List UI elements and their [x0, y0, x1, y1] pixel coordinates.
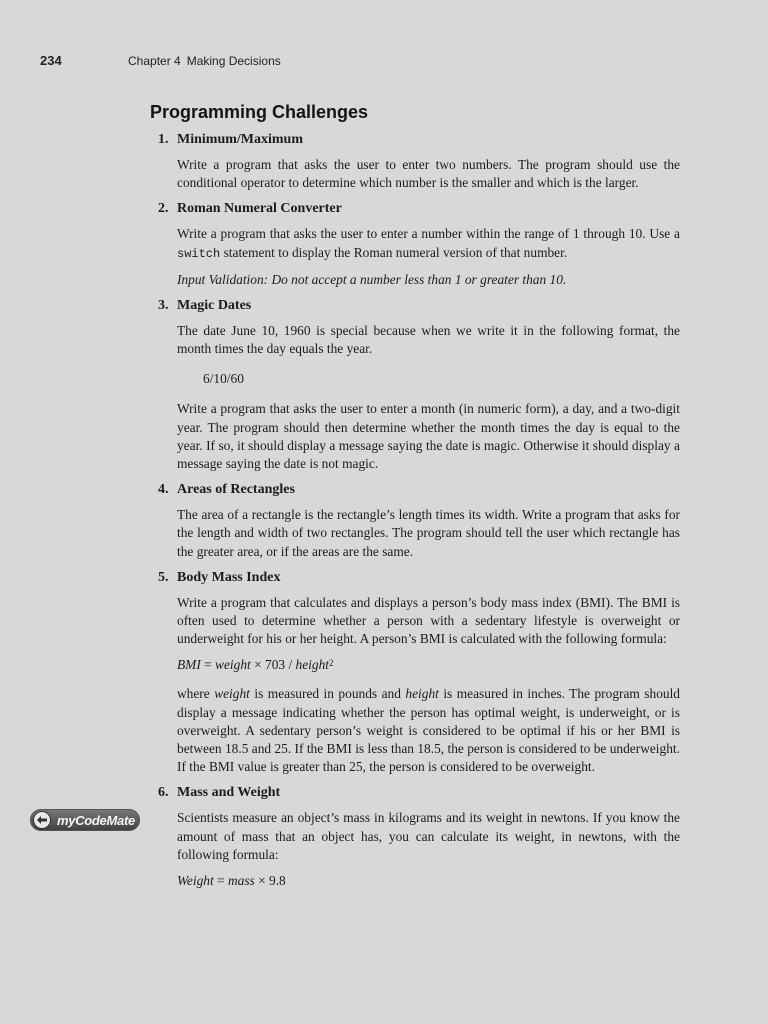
challenge-number: 2. [158, 201, 169, 217]
challenge-title: Areas of Rectangles [177, 482, 295, 498]
challenge-heading [150, 131, 680, 149]
formula-operator: × 9.8 [254, 873, 286, 889]
challenge-paragraph [177, 685, 680, 776]
page-content [150, 102, 680, 900]
challenge-body [177, 594, 680, 777]
formula-operator: = [213, 873, 228, 889]
challenge-1 [150, 131, 680, 192]
text-run: statement to display the Roman numeral version of that number. [220, 244, 568, 260]
formula-exponent: 2 [329, 658, 334, 669]
challenge-heading [150, 784, 680, 802]
challenge-title: Body Mass Index [177, 569, 281, 585]
mycodemate-label: myCodeMate [57, 812, 135, 828]
code-keyword: switch [177, 246, 221, 261]
input-validation-note: Input Validation: Do not accept a number less than 1 or greater than 10. [177, 271, 567, 287]
emphasized-term: height [405, 686, 439, 702]
bmi-formula [177, 656, 680, 675]
challenge-body [177, 809, 680, 890]
challenge-title: Magic Dates [177, 298, 252, 314]
running-head [128, 54, 281, 68]
weight-formula [177, 872, 680, 890]
challenge-title: Minimum/Maximum [177, 132, 303, 147]
challenge-body [177, 506, 680, 561]
challenge-number: 5. [158, 569, 169, 585]
challenge-2 [150, 200, 680, 289]
challenge-heading [150, 569, 680, 587]
example-date: 6/10/60 [203, 371, 244, 387]
challenge-paragraph: Write a program that asks the user to enter two numbers. The program should use the conditional operator to determine which number is the smaller and which is the larger. [177, 157, 680, 191]
text-run: where [177, 686, 215, 702]
formula-term: weight [215, 657, 251, 673]
formula-operator: × 703 / [250, 657, 296, 673]
challenge-body [177, 225, 680, 289]
emphasized-term: weight [214, 686, 250, 702]
challenge-paragraph: Write a program that calculates and displays a person’s body mass index (BMI). The BMI is often used to determine whether a person with a sedentary lifestyle is overweight or underweight for his or her height. A person’s BMI is calculated with the following formula: [177, 594, 680, 647]
formula-term: BMI [177, 657, 201, 673]
text-run: Write a program that asks the user to enter a number within the range of 1 through 10. Use a [177, 226, 680, 242]
challenge-3 [150, 297, 680, 473]
formula-term: Weight [177, 873, 214, 889]
challenge-number: 4. [158, 482, 169, 498]
challenge-paragraph [177, 225, 680, 262]
challenge-body [177, 322, 680, 473]
challenge-5 [150, 569, 680, 777]
mycodemate-badge [30, 809, 140, 831]
challenge-heading [150, 297, 680, 315]
challenge-6 [150, 784, 680, 890]
page-header [40, 53, 740, 73]
chapter-title: Making Decisions [186, 54, 281, 68]
challenge-number: 3. [158, 298, 169, 314]
challenge-4 [150, 481, 680, 561]
chapter-label: Chapter 4 [128, 54, 181, 68]
mycodemate-logo-icon [33, 811, 51, 829]
challenge-number: 6. [158, 785, 169, 801]
challenge-heading [150, 481, 680, 499]
formula-operator: = [200, 657, 216, 673]
challenge-title: Roman Numeral Converter [177, 201, 342, 217]
formula-term: height [295, 657, 329, 673]
challenge-heading [150, 200, 680, 218]
challenge-body [177, 156, 680, 192]
page-number: 234 [40, 53, 62, 68]
challenge-paragraph: The date June 10, 1960 is special because when we write it in the following format, the month times the day equals the year. [177, 323, 680, 357]
challenge-number: 1. [158, 132, 169, 147]
challenge-paragraph: The area of a rectangle is the rectangle’s length times its width. Write a program that asks for the length and width of two rectangles. The program should tell the user which rectangle has the greater area, or if the areas are the same. [177, 507, 680, 559]
text-run: is measured in inches. The program should display a message indicating whether the person has optimal weight, is underweight, or is overweight. A sedentary person’s weight is considered to be optimal if his or her BMI is between 18.5 and 25. If the BMI is less than 18.5, the person is considered to be underweight. If the BMI value is greater than 25, the person is considered to be overweight. [177, 686, 681, 775]
challenge-paragraph: Write a program that asks the user to enter a month (in numeric form), a day, and a two-digit year. The program should then determine whether the month times the day is equal to the year. If so, it should display a message saying the date is magic. Otherwise it should display a message saying the date is not magic. [177, 401, 680, 472]
text-run: is measured in pounds and [249, 686, 406, 702]
section-title: Programming Challenges [150, 102, 369, 122]
challenge-paragraph: Scientists measure an object’s mass in kilograms and its weight in newtons. If you know the amount of mass that an object has, you can calculate its weight, in newtons, with the following formula: [177, 810, 680, 862]
challenge-title: Mass and Weight [177, 785, 281, 801]
formula-term: mass [227, 873, 255, 889]
